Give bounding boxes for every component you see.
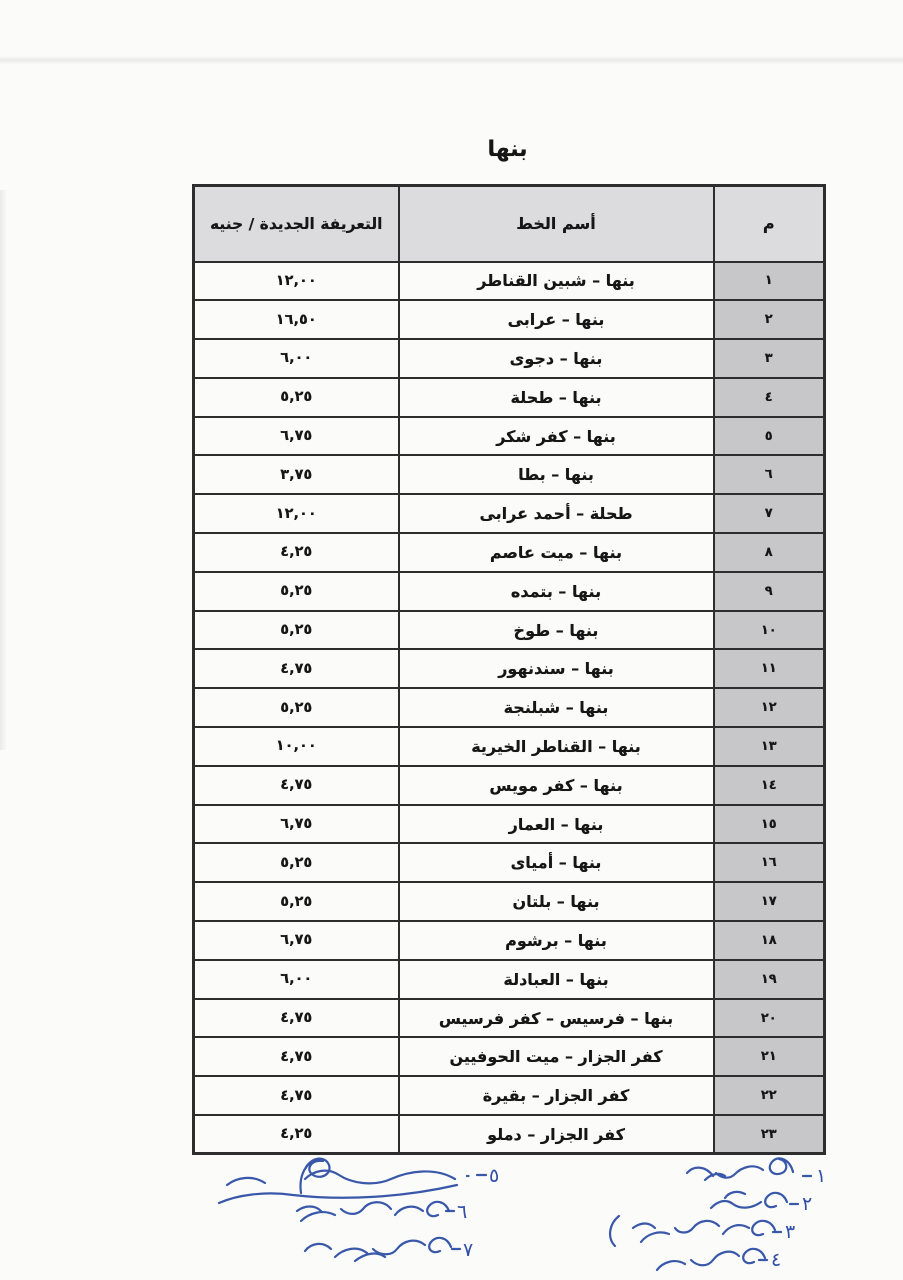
row-number-cell: ١٤ xyxy=(714,766,825,805)
table-row xyxy=(194,843,825,882)
table-row xyxy=(194,805,825,844)
row-number-cell: ٢٠ xyxy=(714,999,825,1038)
tariff-value-cell: ٦,٧٥ xyxy=(194,417,399,456)
tariff-value-cell: ٤,٢٥ xyxy=(194,533,399,572)
line-name-cell: بنها – بلتان xyxy=(399,882,714,921)
line-name-cell: بنها – سندنهور xyxy=(399,649,714,688)
row-number-cell: ١٧ xyxy=(714,882,825,921)
row-number-cell: ١٩ xyxy=(714,960,825,999)
tariff-value-cell: ٣,٧٥ xyxy=(194,455,399,494)
header-line-name-column: أسم الخط xyxy=(399,186,714,262)
scan-artifact-band xyxy=(0,56,903,64)
tariff-value-cell: ٤,٧٥ xyxy=(194,1076,399,1115)
header-tariff-column: التعريفة الجديدة / جنيه xyxy=(194,186,399,262)
table-row xyxy=(194,999,825,1038)
table-row xyxy=(194,727,825,766)
table-row xyxy=(194,688,825,727)
tariff-value-cell: ٤,٧٥ xyxy=(194,766,399,805)
tariff-value-cell: ١٦,٥٠ xyxy=(194,300,399,339)
row-number-cell: ٢٣ xyxy=(714,1115,825,1154)
line-name-cell: بنها – عرابى xyxy=(399,300,714,339)
table-row xyxy=(194,300,825,339)
row-number-cell: ١١ xyxy=(714,649,825,688)
table-row xyxy=(194,1037,825,1076)
line-name-cell: بنها – طوخ xyxy=(399,611,714,650)
tariff-value-cell: ٥,٢٥ xyxy=(194,688,399,727)
line-name-cell: كفر الجزار – بقيرة xyxy=(399,1076,714,1115)
table-row xyxy=(194,1076,825,1115)
tariff-value-cell: ٤,٧٥ xyxy=(194,999,399,1038)
row-number-cell: ١٥ xyxy=(714,805,825,844)
line-name-cell: بنها – العمار xyxy=(399,805,714,844)
tariff-value-cell: ٤,٢٥ xyxy=(194,1115,399,1154)
table-row xyxy=(194,417,825,456)
table-row xyxy=(194,921,825,960)
signature-number: ٢ xyxy=(802,1193,813,1215)
line-name-cell: بنها – العبادلة xyxy=(399,960,714,999)
tariff-value-cell: ١٠,٠٠ xyxy=(194,727,399,766)
tariff-value-cell: ٥,٢٥ xyxy=(194,882,399,921)
signature-scribble xyxy=(305,1238,451,1261)
row-number-cell: ٥ xyxy=(714,417,825,456)
row-number-cell: ٨ xyxy=(714,533,825,572)
row-number-cell: ٢٢ xyxy=(714,1076,825,1115)
tariff-value-cell: ٦,٧٥ xyxy=(194,921,399,960)
table-row xyxy=(194,1115,825,1154)
signature-number: ٤ xyxy=(771,1249,782,1271)
line-name-cell: بنها – كفر مويس xyxy=(399,766,714,805)
line-name-cell: بنها – كفر شكر xyxy=(399,417,714,456)
tariff-value-cell: ٦,٠٠ xyxy=(194,960,399,999)
row-number-cell: ٣ xyxy=(714,339,825,378)
tariff-value-cell: ٥,٢٥ xyxy=(194,843,399,882)
signature-number: ٥ xyxy=(489,1165,500,1187)
tariff-value-cell: ٦,٠٠ xyxy=(194,339,399,378)
tariff-table xyxy=(192,184,826,1155)
line-name-cell: بنها – طحلة xyxy=(399,378,714,417)
signature-scribble xyxy=(610,1216,775,1246)
signatures-left-group xyxy=(205,1153,515,1273)
line-name-cell: بنها – برشوم xyxy=(399,921,714,960)
table-row xyxy=(194,611,825,650)
row-number-cell: ١٣ xyxy=(714,727,825,766)
tariff-value-cell: ٥,٢٥ xyxy=(194,378,399,417)
row-number-cell: ١ xyxy=(714,262,825,301)
row-number-cell: ١٢ xyxy=(714,688,825,727)
row-number-cell: ٢ xyxy=(714,300,825,339)
row-number-cell: ٢١ xyxy=(714,1037,825,1076)
line-name-cell: بنها – شبلنجة xyxy=(399,688,714,727)
line-name-cell: طحلة – أحمد عرابى xyxy=(399,494,714,533)
line-name-cell: بنها – بطا xyxy=(399,455,714,494)
scan-edge-smudge xyxy=(0,190,7,750)
line-name-cell: بنها – فرسيس – كفر فرسيس xyxy=(399,999,714,1038)
signature-number: ٧ xyxy=(463,1239,474,1261)
tariff-table-body xyxy=(194,262,825,1154)
row-number-cell: ٦ xyxy=(714,455,825,494)
signature-number: ١ xyxy=(816,1165,827,1187)
signature-number-dashes xyxy=(759,1176,811,1260)
table-row xyxy=(194,455,825,494)
page-title: بنها xyxy=(487,137,528,162)
table-row xyxy=(194,960,825,999)
signature-number: ٣ xyxy=(785,1221,796,1243)
table-row xyxy=(194,766,825,805)
tariff-value-cell: ٤,٧٥ xyxy=(194,649,399,688)
table-row xyxy=(194,494,825,533)
line-name-cell: بنها – شبين القناطر xyxy=(399,262,714,301)
row-number-cell: ٩ xyxy=(714,572,825,611)
table-row xyxy=(194,339,825,378)
row-number-cell: ٧ xyxy=(714,494,825,533)
row-number-cell: ١٠ xyxy=(714,611,825,650)
line-name-cell: بنها – دجوى xyxy=(399,339,714,378)
tariff-value-cell: ٥,٢٥ xyxy=(194,611,399,650)
signature-scribble xyxy=(297,1202,449,1221)
line-name-cell: كفر الجزار – دملو xyxy=(399,1115,714,1154)
tariff-value-cell: ٤,٧٥ xyxy=(194,1037,399,1076)
table-row xyxy=(194,533,825,572)
signature-number: ٦ xyxy=(457,1201,468,1223)
signature-scribble xyxy=(219,1159,457,1203)
line-name-cell: بنها – أمياى xyxy=(399,843,714,882)
header-number-column: م xyxy=(714,186,825,262)
signature-scribble xyxy=(657,1249,765,1270)
table-row xyxy=(194,262,825,301)
table-row xyxy=(194,649,825,688)
line-name-cell: بنها – القناطر الخيرية xyxy=(399,727,714,766)
signature-scribble xyxy=(687,1158,793,1180)
row-number-cell: ١٦ xyxy=(714,843,825,882)
table-row xyxy=(194,572,825,611)
table-header-row xyxy=(194,186,825,262)
table-row xyxy=(194,378,825,417)
tariff-value-cell: ١٢,٠٠ xyxy=(194,494,399,533)
line-name-cell: كفر الجزار – ميت الحوفيين xyxy=(399,1037,714,1076)
row-number-cell: ٤ xyxy=(714,378,825,417)
signature-scribble xyxy=(711,1192,787,1208)
tariff-value-cell: ١٢,٠٠ xyxy=(194,262,399,301)
line-name-cell: بنها – بتمده xyxy=(399,572,714,611)
tariff-value-cell: ٦,٧٥ xyxy=(194,805,399,844)
row-number-cell: ١٨ xyxy=(714,921,825,960)
table-row xyxy=(194,882,825,921)
tariff-value-cell: ٥,٢٥ xyxy=(194,572,399,611)
line-name-cell: بنها – ميت عاصم xyxy=(399,533,714,572)
signatures-right-group xyxy=(585,1150,840,1278)
